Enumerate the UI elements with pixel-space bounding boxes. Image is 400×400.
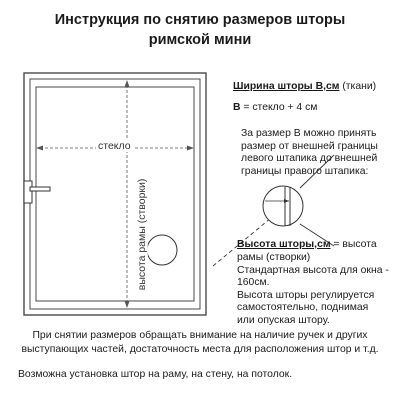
attention-note-line: При снятии размеров обращать внимание на наличие ручек и других — [32, 330, 368, 341]
height-heading-bold: Высота шторы,см — [237, 239, 331, 250]
height-standard-line: Стандартная высота для окна - — [237, 265, 389, 276]
width-note-line: левого штапика до внешней — [241, 153, 378, 165]
glass-label: стекло — [98, 140, 131, 152]
height-standard-line: 160см. — [237, 277, 270, 289]
height-adjust-line: или опуская штору. — [237, 314, 330, 326]
mounting-note: Возможна установка штор на раму, на стену, на потолок. — [18, 369, 293, 380]
width-formula — [233, 102, 317, 114]
attention-note-line: выступающих частей, достаточность места для расположения штор и т.д. — [21, 343, 379, 355]
width-note-line: границы правого штапика: — [241, 165, 369, 177]
height-standard — [237, 265, 389, 290]
height-heading — [237, 239, 377, 251]
width-note-line: размер от внешней границы — [241, 140, 378, 152]
width-formula-rest: = стекло + 4 см — [240, 102, 318, 113]
width-heading — [233, 81, 376, 93]
width-heading-bold: Ширина шторы В,см — [233, 81, 340, 92]
height-adjust-line: самостоятельно, поднимая — [237, 302, 369, 314]
width-formula-bold: В — [233, 102, 241, 113]
height-adjust-line: Высота шторы регулируется — [237, 290, 375, 301]
window-outer-frame — [24, 73, 206, 315]
height-heading-suffix: = высота — [330, 239, 377, 250]
height-heading-line2: рамы (створки) — [237, 252, 311, 263]
title-line-2: римской мини — [148, 32, 252, 48]
width-heading-suffix: (ткани) — [339, 81, 377, 92]
title-line-1: Инструкция по снятию размеров шторы — [54, 12, 346, 28]
magnified-detail-icon — [263, 186, 303, 226]
height-adjust — [237, 290, 374, 327]
frame-height-label: высота рамы (створки) — [135, 178, 148, 291]
width-note-line: За размер В можно принять — [241, 128, 377, 139]
attention-note — [0, 329, 400, 356]
width-note — [241, 128, 378, 178]
